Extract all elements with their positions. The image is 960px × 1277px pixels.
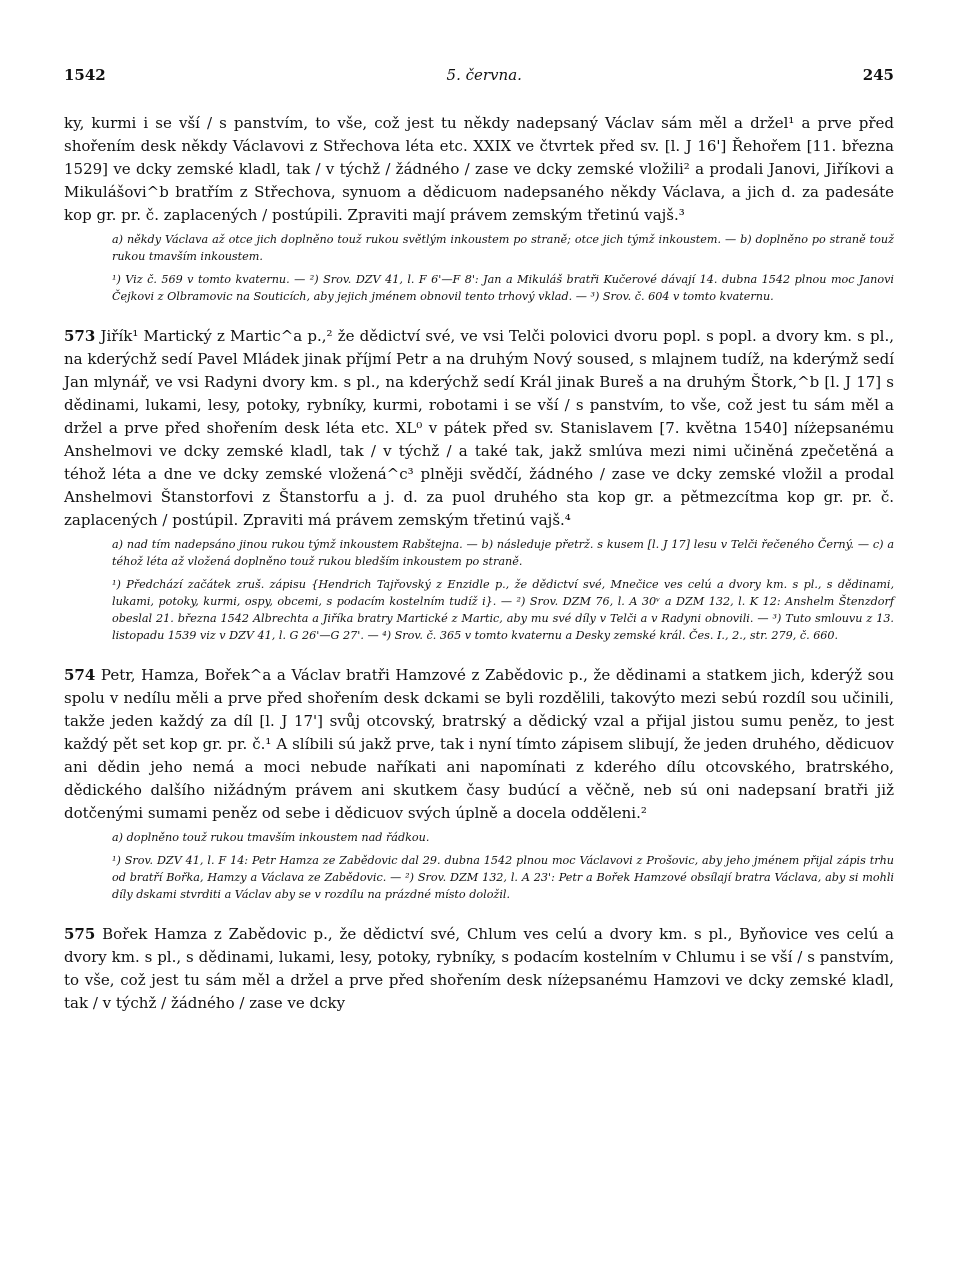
entry-body-text: ky, kurmi i se vší / s panstvím, to vše, což jest tu někdy nadepsaný Václav sám měl a držel¹ a prve před shořením desk někdy Václavovi z Střechova léta etc. XXIX ve čtvrtek před sv. [l. J 16'] Řehořem [11. března 1529] ve dcky zemské kladl, tak / v týchž / žádného / zase ve dcky zemské vložili² a prodali Janovi, Jiříkovi a Mikulášovi^b bratřím z Střechova, synuom a dědicuom nadepsaného někdy Václava, a jich d. za padesáte kop gr. pr. č. zaplacených / postúpili. Zpraviti mají právem zemským třetinú vajš.³	[64, 114, 894, 224]
entry-body	[64, 664, 894, 825]
page	[64, 66, 894, 1035]
entry-575	[64, 923, 894, 1015]
entry-continued	[64, 112, 894, 305]
entry-body-text: Jiřík¹ Martický z Martic^a p.,² že dědictví své, ve vsi Telči polovici dvoru popl. s popl. a dvory km. s pl., na kderýchž sedí Pavel Mládek jinak příjmí Petr a na druhým Nový soused, s mlajnem tudíž, na kderýmž sedí Jan mlynář, ve vsi Radyni dvory km. s pl., na kderýchž sedí Král jinak Bureš a na druhým Štork,^b [l. J 17] s dědinami, lukami, lesy, potoky, rybníky, kurmi, robotami i se vší / s panstvím, to vše, což jest tu sám měl a držel a prve před shořením desk léta etc. XL⁰ v pátek před sv. Stanislavem [7. května 1540] níżepsanému Anshelmovi ve dcky zemské kladl, tak / v týchž / a také tak, jakž smlúva mezi nimi učiněná zpečetěná a téhož léta a dne ve dcky zemské vložená^c³ plněji svědčí, žádného / zase ve dcky zemské vložil a prodal Anshelmovi Štanstorfovi z Štanstorfu a j. d. za puol druhého sta kop gr. a pětmezcítma kop gr. pr. č. zaplacených / postúpil. Zpraviti má právem zemským třetinú vajš.⁴	[64, 327, 894, 529]
textual-note: a) někdy Václava až otce jich doplněno touž rukou světlým inkoustem po straně; otce jich týmž inkoustem. — b) doplněno po straně touž rukou tmavším inkoustem.	[112, 233, 894, 263]
header-year: 1542	[64, 66, 106, 84]
running-header	[64, 66, 894, 96]
entry-574	[64, 664, 894, 903]
textual-note: a) doplněno touž rukou tmavším inkoustem nad řádkou.	[112, 831, 430, 844]
footnote: ¹) Předchází začátek zruš. zápisu {Hendrich Tajřovský z Enzidle p., že dědictví své, Mnečice ves celú a dvory km. s pl., s dědinami, lukami, potoky, kurmi, ospy, obcemi, s podacím kostelním tudíž i}. — ²) Srov. DZM 76, l. A 30ᵛ a DZM 132, l. K 12: Anshelm Štenzdorf obeslal 21. března 1542 Albrechta a Jiříka bratry Martické z Martic, aby mu své díly v Telči a v Radyni obnovili. — ³) Tuto smlouvu z 13. listopadu 1539 viz v DZV 41, l. G 26'—G 27'. — ⁴) Srov. č. 365 v tomto kvaternu a Desky zemské král. Čes. I., 2., str. 279, č. 660.	[112, 578, 894, 642]
entry-body-text: Petr, Hamza, Bořek^a a Václav bratři Hamzové z Zabědovic p., že dědinami a statkem jich, kderýž sou spolu v nedílu měli a prve před shořením desk dckami se byli rozdělili, takovýto mezi sebú rozdíl sou učinili, takže jeden každý za díl [l. J 17'] svůj otcovský, bratrský a dědický vzal a přijal jistou sumu peněz, to jest každý pět set kop gr. pr. č.¹ A slíbili sú jakž prve, tak i nyní tímto zápisem slibují, že jeden druhého, dědicuov ani dědin jeho nemá a moci nebude naříkati ani napomínati z kderého dílu otcovského, bratrského, dědického dalšího nižádným právem ani skutkem časy budúcí a věčně, neb sú oni nadepsaní bratři již dotčenými sumami peněz od sebe i dědicuov svých úplně a docela odděleni.²	[64, 666, 894, 822]
entry-number: 574	[64, 666, 96, 684]
page-number: 245	[862, 66, 894, 84]
footnote: ¹) Srov. DZV 41, l. F 14: Petr Hamza ze Zabědovic dal 29. dubna 1542 plnou moc Václavovi z Prošovic, aby jeho jménem přijal zápis trhu od bratří Bořka, Hamzy a Václava ze Zabědovic. — ²) Srov. DZM 132, l. A 23': Petr a Bořek Hamzové obsílají bratra Václava, aby si mohli díly dskami stvrditi a Václav aby se v rozdílu na prázdné místo doložil.	[112, 854, 894, 901]
header-date: 5. června.	[446, 66, 522, 84]
entry-body	[64, 923, 894, 1015]
entry-body-text: Bořek Hamza z Zabědovic p., že dědictví své, Chlum ves celú a dvory km. s pl., Byňovice ves celú a dvory km. s pl., s dědinami, lukami, lesy, potoky, rybníky, s podacím kostelním v Chlumu i se vší / s panstvím, to vše, což jest tu sám měl a držel a prve před shořením desk níżepsanému Hamzovi ve dcky zemské kladl, tak / v týchž / žádného / zase ve dcky	[64, 925, 894, 1012]
entry-573	[64, 325, 894, 644]
entry-number: 575	[64, 925, 96, 943]
entry-number: 573	[64, 327, 96, 345]
entry-body	[64, 325, 894, 532]
entry-body	[64, 112, 894, 227]
footnote: ¹) Viz č. 569 v tomto kvaternu. — ²) Srov. DZV 41, l. F 6'—F 8': Jan a Mikuláš bratři Kučerové dávají 14. dubna 1542 plnou moc Janovi Čejkovi z Olbramovic na Souticích, aby jejich jménem obnovil tento trhový vklad. — ³) Srov. č. 604 v tomto kvaternu.	[112, 273, 894, 303]
textual-note: a) nad tím nadepsáno jinou rukou týmž inkoustem Rabštejna. — b) následuje přetrž. s kusem [l. J 17] lesu v Telči řečeného Černý. — c) a téhož léta až vložená doplněno touž rukou bledším inkoustem po straně.	[112, 538, 894, 568]
